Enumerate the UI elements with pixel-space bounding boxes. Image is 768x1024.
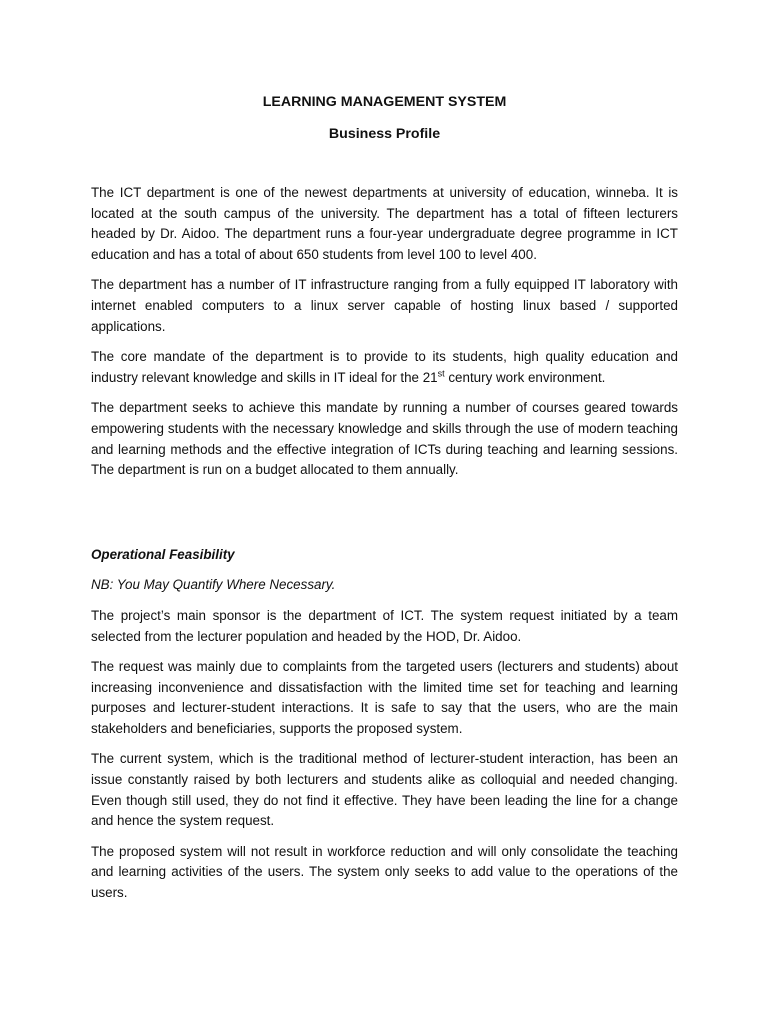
mandate-paragraph [91,347,678,388]
operational-feasibility-heading: Operational Feasibility [91,546,235,562]
operational-paragraph-2: The request was mainly due to complaints from the targeted users (lecturers and students) about increasing inconvenience and dissatisfaction with the limited time set for teaching and learning purposes and lecturer-student interactions. It is safe to say that the users, who are the main stakeholders and beneficiaries, supports the proposed system. [91,659,678,736]
operational-paragraph-3: The current system, which is the traditional method of lecturer-student interaction, has been an issue constantly raised by both lecturers and students alike as colloquial and needed changing. Even though still used, they do not find it effective. They have been leading the line for a change and hence the system request. [91,751,678,829]
document-subtitle: Business Profile [328,126,441,142]
mandate-text-before: The core mandate of the department is to provide to its students, high quality education and industry relevant knowledge and skills in IT ideal for the 21 [91,349,678,385]
mandate-text-after: century work environment. [444,369,606,385]
document-title: LEARNING MANAGEMENT SYSTEM [262,94,507,110]
operational-paragraph-1: The project’s main sponsor is the department of ICT. The system request initiated by a team selected from the lecturer population and headed by the HOD, Dr. Aidoo. [91,607,678,644]
mandate-superscript: st [437,368,445,379]
operational-paragraph-4: The proposed system will not result in workforce reduction and will only consolidate the teaching and learning activities of the users. The system only seeks to add value to the operations of the users. [91,843,678,901]
mandate-followup-paragraph: The department seeks to achieve this mandate by running a number of courses geared towards empowering students with the necessary knowledge and skills through the use of modern teaching and learning methods and the effective integration of ICTs during teaching and learning sessions. The department is run on a budget allocated to them annually. [91,400,678,478]
quantify-note: NB: You May Quantify Where Necessary. [91,577,336,593]
profile-paragraph-2: The department has a number of IT infrastructure ranging from a fully equipped IT laboratory with internet enabled computers to a linux server capable of hosting linux based / supported applications. [91,277,678,334]
profile-paragraph-1: The ICT department is one of the newest departments at university of education, winneba. It is located at the south campus of the university. The department has a total of fifteen lecturers headed by Dr. Aidoo. The department runs a four-year undergraduate degree programme in ICT education and has a total of about 650 students from level 100 to level 400. [91,185,678,262]
